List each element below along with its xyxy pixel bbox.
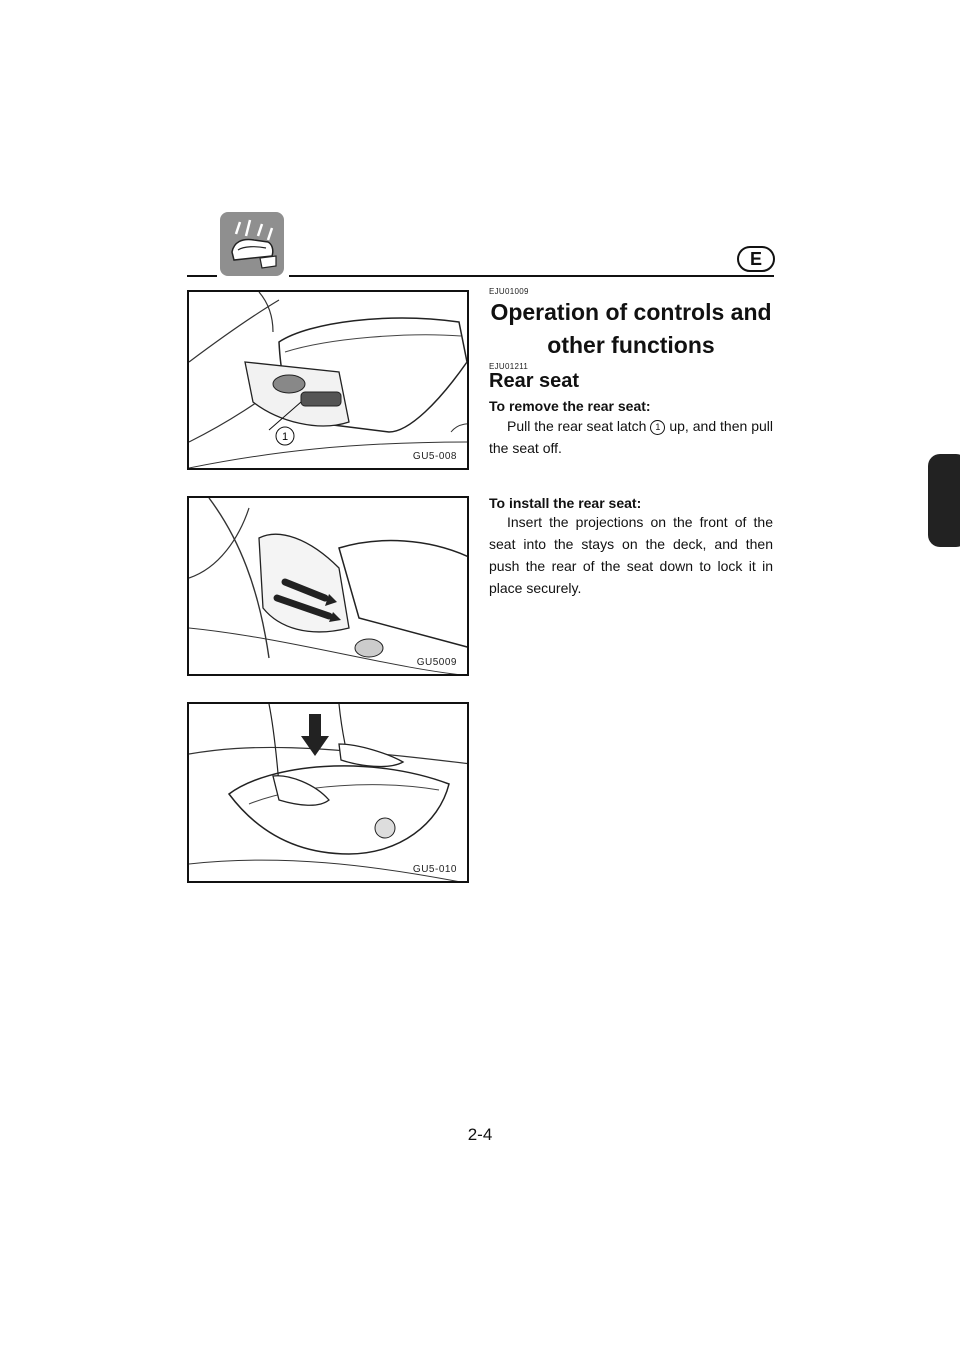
language-badge: E bbox=[737, 246, 775, 272]
section-code: EJU01211 bbox=[489, 362, 529, 371]
install-seat-illustration bbox=[189, 704, 469, 883]
page-number: 2-4 bbox=[467, 1125, 493, 1144]
chapter-title bbox=[488, 296, 774, 362]
callout-number: 1 bbox=[650, 420, 665, 435]
remove-text-before: Pull the rear seat latch bbox=[507, 418, 647, 434]
figure-remove-seat bbox=[187, 496, 469, 676]
section-title: Rear seat bbox=[489, 370, 580, 392]
callout-1: 1 bbox=[281, 431, 289, 443]
rear-seat-latch-illustration bbox=[189, 292, 469, 470]
remove-heading: To remove the rear seat: bbox=[489, 398, 651, 414]
figure-code: GU5-008 bbox=[412, 451, 457, 462]
install-instructions: Insert the projections on the front of the seat into the stays on the deck, and then push the rear of the seat down to lock it in place securely. bbox=[489, 514, 773, 596]
chapter-title-line2: other functions bbox=[547, 332, 715, 358]
watercraft-operation-icon bbox=[220, 212, 284, 276]
remove-text-after: up, and then pull the seat off. bbox=[489, 418, 774, 456]
figure-code: GU5009 bbox=[416, 657, 457, 668]
install-heading: To install the rear seat: bbox=[489, 495, 642, 511]
remove-instructions bbox=[489, 415, 773, 459]
header-rule-right bbox=[289, 275, 774, 277]
chapter-side-tab bbox=[928, 454, 960, 547]
chapter-title-line1: Operation of controls and bbox=[490, 299, 772, 325]
figure-install-seat bbox=[187, 702, 469, 883]
figure-rear-seat-latch bbox=[187, 290, 469, 470]
chapter-code: EJU01009 bbox=[489, 287, 529, 296]
chapter-icon bbox=[220, 212, 284, 276]
figure-code: GU5-010 bbox=[412, 864, 457, 875]
remove-seat-illustration bbox=[189, 498, 469, 676]
header-rule-left bbox=[187, 275, 217, 277]
